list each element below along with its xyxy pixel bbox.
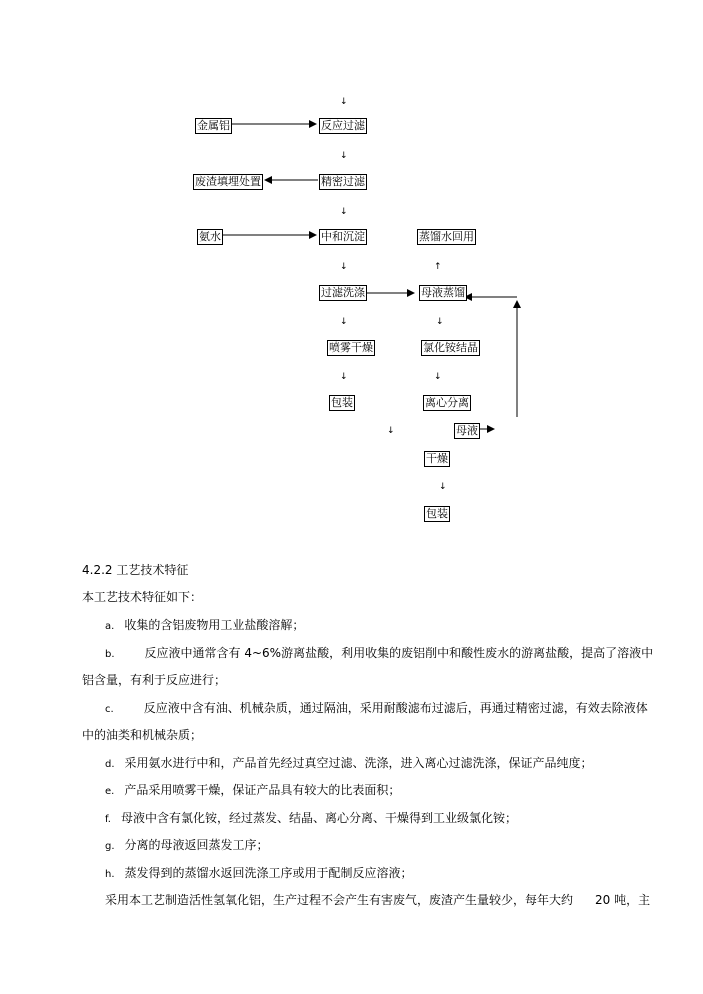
list-item-label: c. (105, 704, 114, 715)
box-crystal: 氯化铵结晶 (423, 341, 478, 354)
box-pack-2: 包装 (426, 507, 448, 520)
arrow-down-icon: ↓ (340, 97, 348, 107)
arrow-down-icon: ↓ (340, 151, 348, 161)
arrow-down-icon: ↓ (340, 207, 348, 217)
list-item-label: a. (105, 621, 115, 632)
list-item (105, 811, 517, 827)
closing-paragraph (105, 893, 650, 907)
box-fine-filter: 精密过滤 (321, 175, 365, 188)
list-item (105, 646, 653, 662)
box-distill-reuse: 蒸馏水回用 (419, 230, 474, 243)
list-item-label: e. (105, 786, 115, 797)
list-item-label: g. (105, 841, 115, 852)
box-reaction-filter: 反应过滤 (321, 119, 365, 132)
arrow-down-icon: ↓ (340, 262, 348, 272)
list-item (105, 756, 593, 772)
arrow-down-icon: ↓ (439, 482, 447, 492)
list-item-label: h. (105, 869, 115, 880)
box-centrifuge: 离心分离 (425, 396, 469, 409)
list-item (105, 783, 400, 799)
box-waste-residue: 废渣填埋处置 (195, 175, 261, 188)
box-pack-1: 包装 (331, 396, 353, 409)
box-neutralize: 中和沉淀 (321, 230, 365, 243)
box-filter-wash: 过滤洗涤 (321, 286, 365, 299)
list-item-text: 采用氨水进行中和，产品首先经过真空过滤、洗涤，进入离心过滤洗涤，保证产品纯度； (124, 756, 593, 770)
list-item-continuation: 中的油类和机械杂质； (82, 728, 203, 742)
list-item-text: 产品采用喷雾干燥，保证产品具有较大的比表面积； (124, 783, 401, 797)
list-item-label: f. (105, 814, 111, 825)
section-intro: 本工艺技术特征如下： (82, 590, 203, 604)
list-item (105, 701, 648, 717)
arrow-down-icon: ↓ (340, 372, 348, 382)
box-dry: 干燥 (426, 452, 448, 465)
arrow-up-icon: ↑ (434, 262, 442, 272)
list-item (105, 866, 413, 882)
list-item-text: 母液中含有氯化铵，经过蒸发、结晶、离心分离、干燥得到工业级氯化铵； (120, 811, 517, 825)
list-item-text: 反应液中含有油、机械杂质，通过隔油，采用耐酸滤布过滤后，再通过精密过滤，有效去除液体 (143, 701, 648, 715)
box-metal-al: 金属铝 (197, 119, 230, 132)
list-item-text: 收集的含铝废物用工业盐酸溶解； (124, 618, 305, 632)
list-item (105, 838, 269, 854)
closing-text-tail: 20 吨，主 (595, 893, 651, 907)
arrow-down-icon: ↓ (434, 372, 442, 382)
arrow-down-icon: ↓ (387, 426, 395, 436)
box-spray-dry: 喷雾干燥 (329, 341, 373, 354)
box-mother-liquor: 母液 (456, 424, 478, 437)
arrow-down-icon: ↓ (436, 317, 444, 327)
list-item-label: b. (105, 649, 115, 660)
list-item-text: 蒸发得到的蒸馏水返回洗涤工序或用于配制反应溶液； (124, 866, 413, 880)
list-item-label: d. (105, 759, 115, 770)
closing-text: 采用本工艺制造活性氢氧化铝，生产过程不会产生有害废气，废渣产生量较少，每年大约 (105, 893, 574, 907)
box-ammonia: 氨水 (199, 230, 221, 243)
list-item-continuation: 铝含量，有利于反应进行； (82, 673, 227, 687)
list-item (105, 618, 304, 634)
list-item-text: 反应液中通常含有 4~6%游离盐酸，利用收集的废铝削中和酸性废水的游离盐酸，提高了溶液中 (144, 646, 654, 660)
list-item-text: 分离的母液返回蒸发工序； (124, 838, 269, 852)
box-mother-evap: 母液蒸馏 (421, 286, 465, 299)
section-heading: 4.2.2 工艺技术特征 (82, 563, 189, 577)
arrow-down-icon: ↓ (340, 317, 348, 327)
